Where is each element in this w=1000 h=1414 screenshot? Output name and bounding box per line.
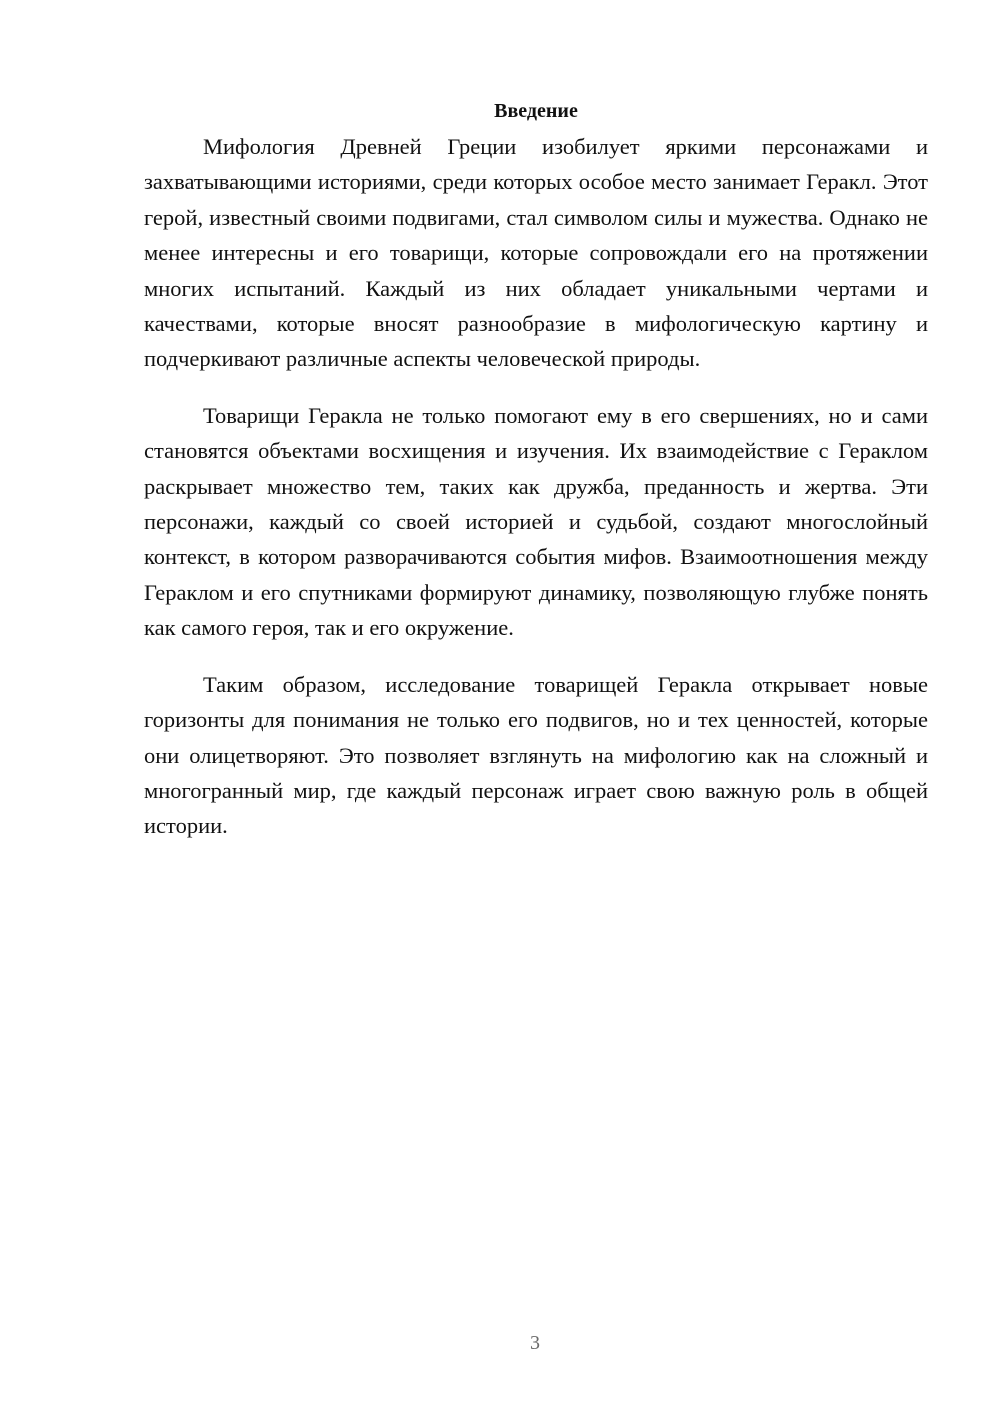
paragraph-3: Таким образом, исследование товарищей Геракла открывает новые горизонты для понимания не только его подвигов, но и тех ценностей, которые они олицетворяют. Это позволяет взглянуть на мифологию как на сложный и многогранный мир, где каждый персонаж играет свою важную роль в общей истории. — [144, 671, 928, 839]
section-title: Введение — [494, 100, 578, 122]
paragraph-2: Товарищи Геракла не только помогают ему в его свершениях, но и сами становятся объектами восхищения и изучения. Их взаимодействие с Гераклом раскрывает множество тем, таких как дружба, преданность и жертва. Эти персонажи, каждый со своей историей и судьбой, создают многослойный контекст, в котором разворачиваются события мифов. Взаимоотношения между Гераклом и его спутниками формируют динамику, позволяющую глубже понять как самого героя, так и его окружение. — [144, 402, 928, 641]
page-content — [144, 94, 928, 865]
paragraph-1: Мифология Древней Греции изобилует яркими персонажами и захватывающими историями, среди которых особое место занимает Геракл. Этот герой, известный своими подвигами, стал символом силы и мужества. Однако не менее интересны и его товарищи, которые сопровождали его на протяжении многих испытаний. Каждый из них обладает уникальными чертами и качествами, которые вносят разнообразие в мифологическую картину и подчеркивают различные аспекты человеческой природы. — [144, 134, 928, 372]
page-number: 3 — [530, 1332, 540, 1354]
